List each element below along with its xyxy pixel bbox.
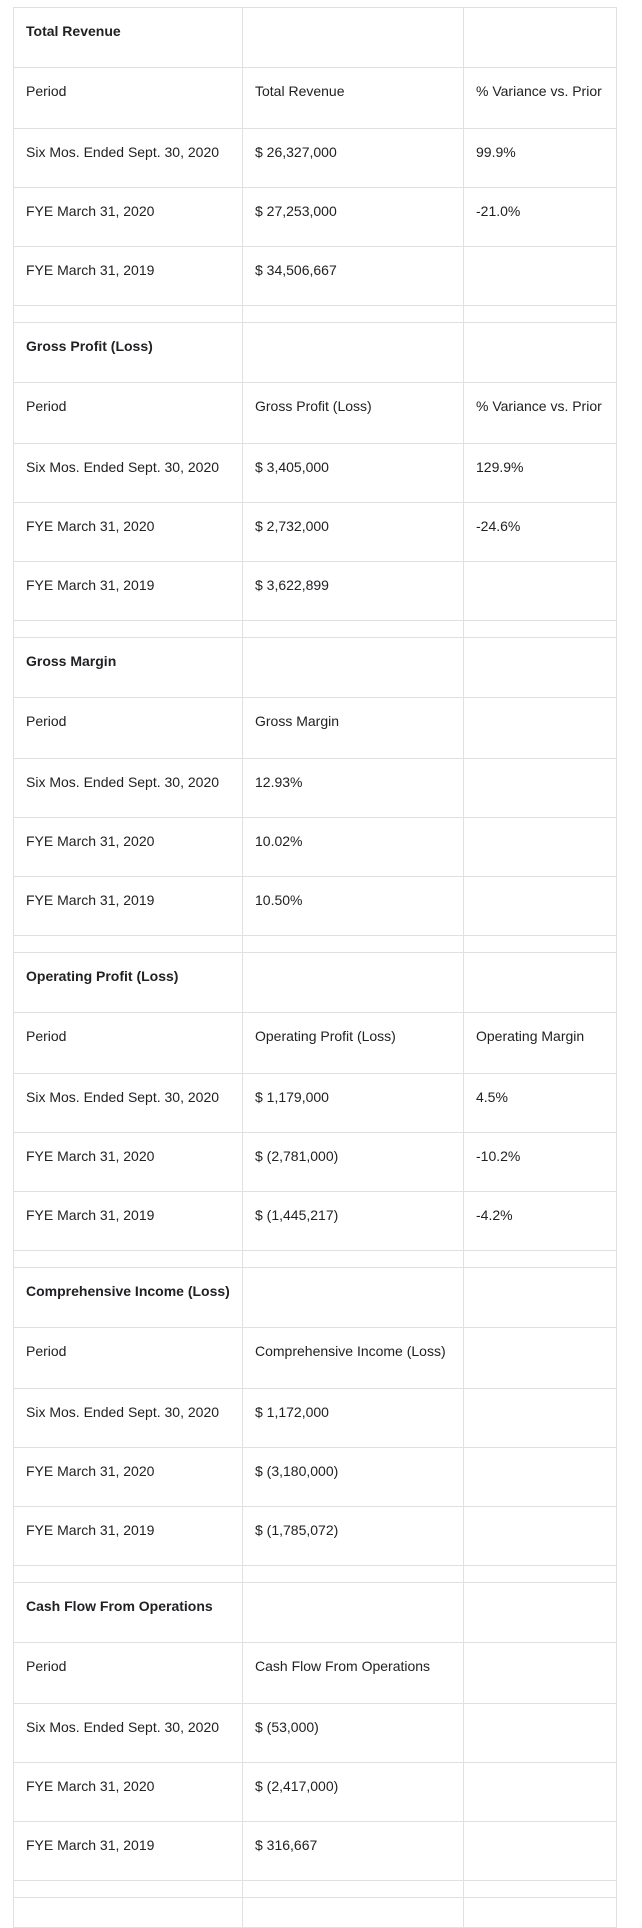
financial-metrics-table [13, 7, 617, 1928]
section-title-row [14, 8, 617, 68]
period-cell: FYE March 31, 2019 [14, 877, 243, 936]
column-header-row [14, 1328, 617, 1389]
period-cell: FYE March 31, 2019 [14, 1192, 243, 1251]
empty-cell [464, 1251, 617, 1268]
variance-cell: -24.6% [464, 503, 617, 562]
spacer-row [14, 306, 617, 323]
column-header: Period [14, 1643, 243, 1704]
value-cell: $ 27,253,000 [243, 188, 464, 247]
empty-cell [14, 306, 243, 323]
variance-cell [464, 1763, 617, 1822]
empty-cell [243, 1268, 464, 1328]
empty-cell [464, 1268, 617, 1328]
financial-metrics-table-body [14, 8, 617, 1928]
value-cell: $ 316,667 [243, 1822, 464, 1881]
empty-cell [14, 1251, 243, 1268]
variance-cell [464, 1507, 617, 1566]
empty-cell [14, 621, 243, 638]
empty-cell [243, 8, 464, 68]
variance-cell [464, 1822, 617, 1881]
value-cell: 12.93% [243, 759, 464, 818]
empty-cell [243, 638, 464, 698]
column-header: % Variance vs. Prior [464, 68, 617, 129]
value-cell: $ (1,445,217) [243, 1192, 464, 1251]
value-cell: 10.50% [243, 877, 464, 936]
value-cell: $ (3,180,000) [243, 1448, 464, 1507]
column-header [464, 1643, 617, 1704]
spacer-row [14, 936, 617, 953]
value-cell: $ 3,622,899 [243, 562, 464, 621]
section-title-row [14, 638, 617, 698]
table-row [14, 1763, 617, 1822]
empty-cell [464, 1881, 617, 1898]
period-cell: FYE March 31, 2019 [14, 1822, 243, 1881]
variance-cell [464, 818, 617, 877]
section-title: Total Revenue [14, 8, 243, 68]
table-row [14, 1133, 617, 1192]
empty-cell [243, 306, 464, 323]
empty-cell [464, 323, 617, 383]
empty-cell [14, 1566, 243, 1583]
column-header [464, 1328, 617, 1389]
table-row [14, 1704, 617, 1763]
column-header-row [14, 1013, 617, 1074]
spacer-row [14, 1566, 617, 1583]
section-title-row [14, 953, 617, 1013]
section-title: Operating Profit (Loss) [14, 953, 243, 1013]
table-row [14, 444, 617, 503]
table-row [14, 562, 617, 621]
column-header: Operating Profit (Loss) [243, 1013, 464, 1074]
period-cell: Six Mos. Ended Sept. 30, 2020 [14, 444, 243, 503]
value-cell: $ (2,781,000) [243, 1133, 464, 1192]
value-cell: $ 2,732,000 [243, 503, 464, 562]
variance-cell: -4.2% [464, 1192, 617, 1251]
empty-cell [243, 936, 464, 953]
section-title-row [14, 1268, 617, 1328]
empty-cell [14, 1898, 243, 1928]
value-cell: $ (1,785,072) [243, 1507, 464, 1566]
column-header-row [14, 68, 617, 129]
table-row [14, 503, 617, 562]
empty-cell [464, 638, 617, 698]
spacer-row [14, 1881, 617, 1898]
section-title: Cash Flow From Operations [14, 1583, 243, 1643]
partial-row [14, 1898, 617, 1928]
period-cell: FYE March 31, 2019 [14, 247, 243, 306]
value-cell: $ 34,506,667 [243, 247, 464, 306]
empty-cell [464, 1898, 617, 1928]
value-cell: $ 1,172,000 [243, 1389, 464, 1448]
column-header-row [14, 383, 617, 444]
column-header [464, 698, 617, 759]
period-cell: Six Mos. Ended Sept. 30, 2020 [14, 1704, 243, 1763]
column-header: Operating Margin [464, 1013, 617, 1074]
table-row [14, 759, 617, 818]
column-header: Total Revenue [243, 68, 464, 129]
column-header: Period [14, 698, 243, 759]
empty-cell [464, 621, 617, 638]
table-row [14, 247, 617, 306]
empty-cell [243, 1251, 464, 1268]
period-cell: Six Mos. Ended Sept. 30, 2020 [14, 759, 243, 818]
column-header: Gross Profit (Loss) [243, 383, 464, 444]
column-header: Cash Flow From Operations [243, 1643, 464, 1704]
column-header: Comprehensive Income (Loss) [243, 1328, 464, 1389]
variance-cell [464, 1704, 617, 1763]
spacer-row [14, 1251, 617, 1268]
empty-cell [243, 621, 464, 638]
empty-cell [464, 8, 617, 68]
empty-cell [14, 1881, 243, 1898]
value-cell: $ 1,179,000 [243, 1074, 464, 1133]
period-cell: FYE March 31, 2020 [14, 818, 243, 877]
variance-cell [464, 759, 617, 818]
table-row [14, 877, 617, 936]
value-cell: $ (2,417,000) [243, 1763, 464, 1822]
column-header: Period [14, 383, 243, 444]
period-cell: FYE March 31, 2020 [14, 503, 243, 562]
table-row [14, 1822, 617, 1881]
empty-cell [243, 1881, 464, 1898]
period-cell: FYE March 31, 2019 [14, 562, 243, 621]
value-cell: 10.02% [243, 818, 464, 877]
spacer-row [14, 621, 617, 638]
section-title: Gross Profit (Loss) [14, 323, 243, 383]
column-header: Gross Margin [243, 698, 464, 759]
table-row [14, 188, 617, 247]
variance-cell [464, 1448, 617, 1507]
variance-cell: 4.5% [464, 1074, 617, 1133]
column-header: Period [14, 1328, 243, 1389]
variance-cell [464, 247, 617, 306]
section-title-row [14, 323, 617, 383]
column-header-row [14, 1643, 617, 1704]
period-cell: Six Mos. Ended Sept. 30, 2020 [14, 129, 243, 188]
empty-cell [14, 936, 243, 953]
empty-cell [464, 1583, 617, 1643]
empty-cell [243, 1898, 464, 1928]
empty-cell [243, 1583, 464, 1643]
period-cell: FYE March 31, 2020 [14, 1133, 243, 1192]
section-title: Comprehensive Income (Loss) [14, 1268, 243, 1328]
period-cell: FYE March 31, 2020 [14, 1448, 243, 1507]
section-title-row [14, 1583, 617, 1643]
period-cell: FYE March 31, 2019 [14, 1507, 243, 1566]
period-cell: FYE March 31, 2020 [14, 1763, 243, 1822]
empty-cell [464, 1566, 617, 1583]
variance-cell [464, 562, 617, 621]
variance-cell [464, 1389, 617, 1448]
period-cell: Six Mos. Ended Sept. 30, 2020 [14, 1389, 243, 1448]
column-header: % Variance vs. Prior [464, 383, 617, 444]
value-cell: $ (53,000) [243, 1704, 464, 1763]
variance-cell: 129.9% [464, 444, 617, 503]
empty-cell [243, 1566, 464, 1583]
section-title: Gross Margin [14, 638, 243, 698]
value-cell: $ 26,327,000 [243, 129, 464, 188]
variance-cell [464, 877, 617, 936]
value-cell: $ 3,405,000 [243, 444, 464, 503]
variance-cell: -21.0% [464, 188, 617, 247]
table-row [14, 1192, 617, 1251]
empty-cell [243, 953, 464, 1013]
table-row [14, 1074, 617, 1133]
table-row [14, 1507, 617, 1566]
empty-cell [243, 323, 464, 383]
empty-cell [464, 936, 617, 953]
column-header: Period [14, 1013, 243, 1074]
period-cell: FYE March 31, 2020 [14, 188, 243, 247]
column-header-row [14, 698, 617, 759]
variance-cell: 99.9% [464, 129, 617, 188]
empty-cell [464, 306, 617, 323]
empty-cell [464, 953, 617, 1013]
table-row [14, 818, 617, 877]
table-row [14, 1448, 617, 1507]
column-header: Period [14, 68, 243, 129]
table-row [14, 129, 617, 188]
table-row [14, 1389, 617, 1448]
period-cell: Six Mos. Ended Sept. 30, 2020 [14, 1074, 243, 1133]
variance-cell: -10.2% [464, 1133, 617, 1192]
